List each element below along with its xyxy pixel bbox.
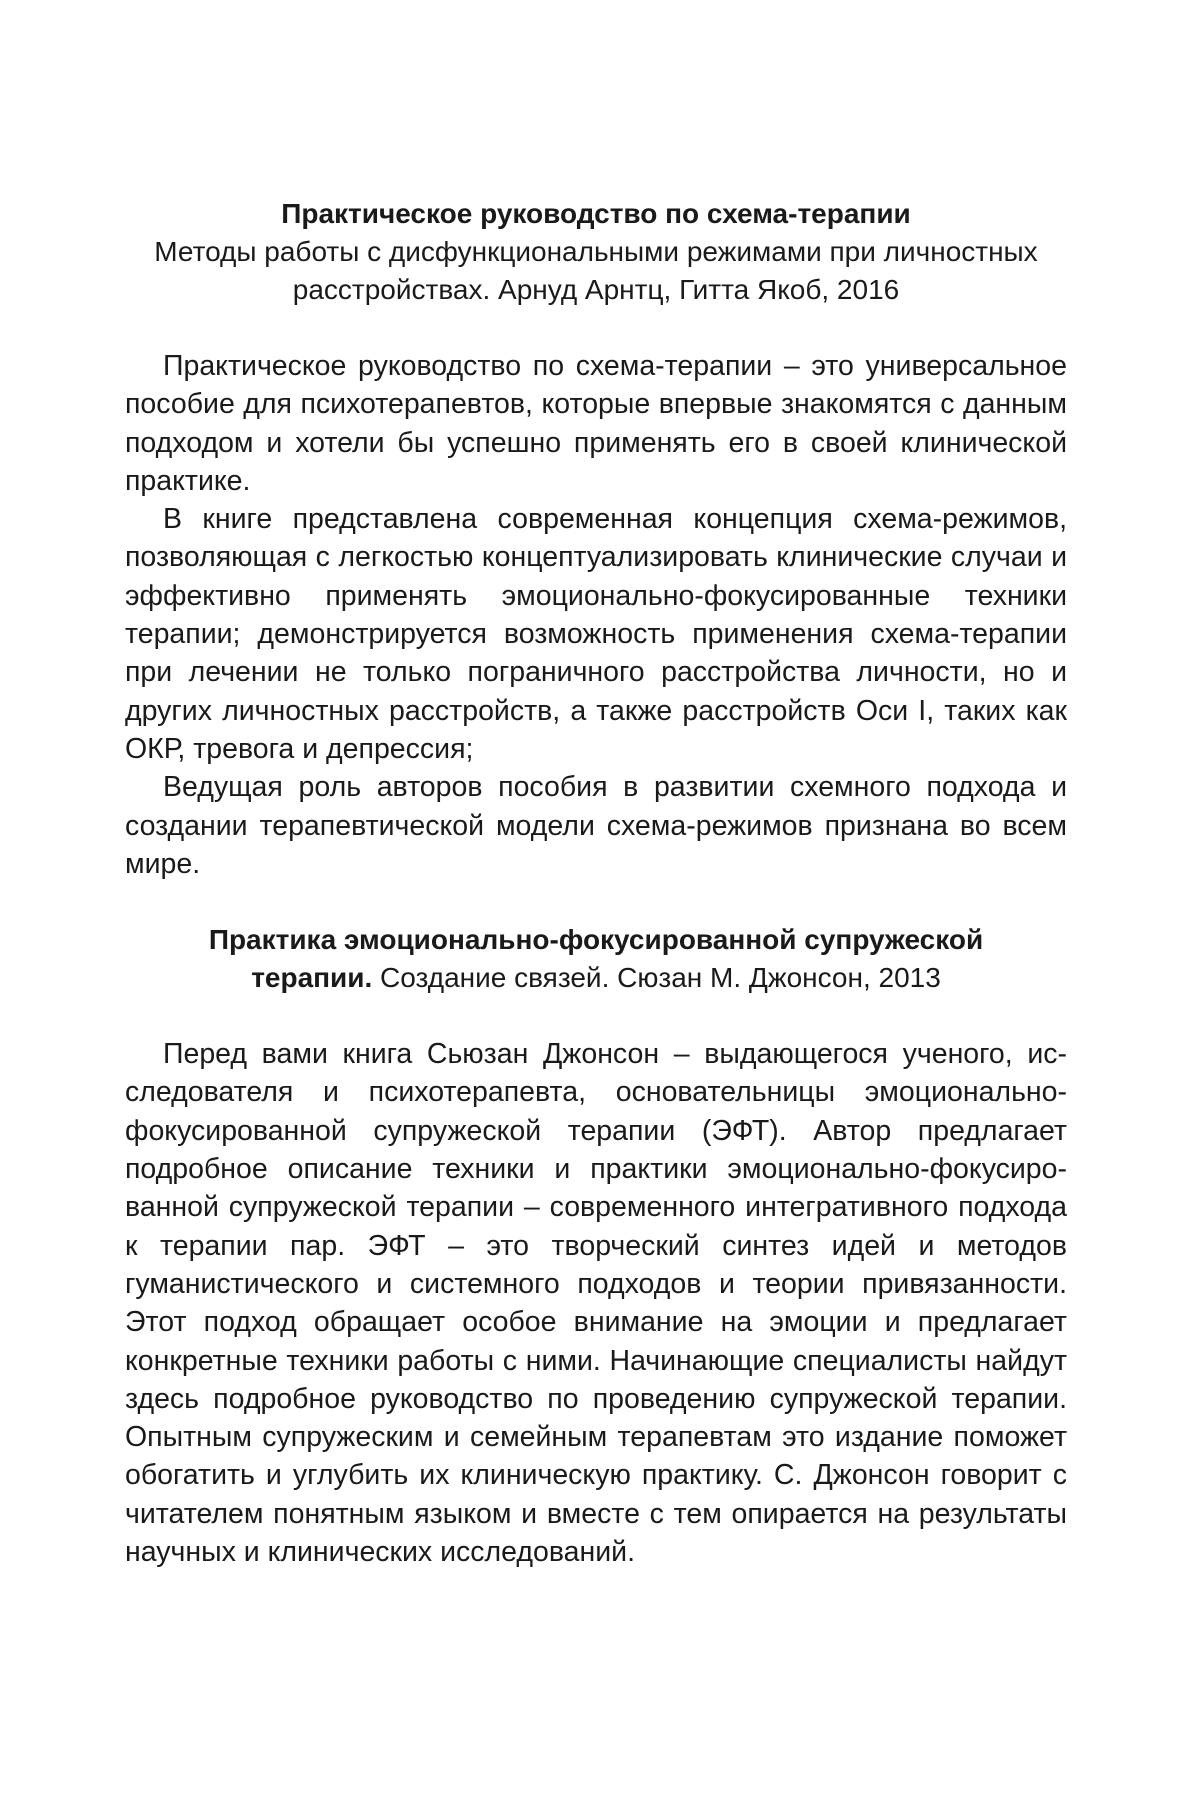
book-entry-eft	[125, 921, 1067, 1571]
book-description	[125, 1035, 1067, 1571]
page-content	[125, 195, 1067, 1571]
book-subtitle: Создание связей. Сюзан М. Джонсон, 2013	[372, 962, 941, 994]
book-subtitle-line-2: расстройствах. Арнуд Арнтц, Гитта Якоб, 2016	[292, 274, 900, 305]
book-title-bold-part: терапии.	[251, 962, 373, 994]
book-heading	[125, 195, 1067, 309]
description-paragraph: В книге представлена современная концепция схема-режимов, позволяющая с легкостью концептуализировать клинические случаи и эффективно применять эмоционально-фокусированные техники терапии; демонстрируется возможность применения схема-терапии при лечении не только пограничного расстройства личности, но и других личностных расстройств, а также расстройств Оси I, таких как ОКР, тревога и депрессия;	[125, 503, 1067, 765]
book-entry-schema-therapy	[125, 195, 1067, 883]
description-paragraph: Ведущая роль авторов пособия в развитии схемного подхода и создании терапевтической модели схема-режимов признана во всем мире.	[125, 771, 1067, 880]
book-title: Практическое руководство по схема-терапии	[281, 198, 911, 229]
description-paragraph: Перед вами книга Сьюзан Джонсон – выдающегося ученого, исследователя и психотерапевта, основательницы эмоционально-фокусированной супружеской терапии (ЭФТ). Автор предлагает подробное описание техники и практики эмоционально-фокусированной супружеской терапии – современного интегративного подхода к терапии пар. ЭФТ – это творческий синтез идей и методов гуманистического и системного подходов и теории привязанности. Этот подход обращает особое внимание на эмоции и предлагает конкретные техники работы с ними. Начинающие специалисты найдут здесь подробное руководство по проведению супружеской терапии. Опытным супружеским и семейным терапевтам это издание поможет обогатить и углубить их клиническую практику. С. Джонсон говорит с читателем понятным языком и вместе с тем опирается на результаты научных и клинических исследований.	[125, 1038, 1067, 1569]
book-title-line-2	[125, 959, 1067, 997]
book-title-line-1: Практика эмоционально-фокусированной супружеской	[208, 924, 984, 956]
description-paragraph: Практическое руководство по схема-терапии – это универсальное пособие для психотерапевтов, которые впервые знакомятся с данным подходом и хотели бы успешно применять его в своей клинической практике.	[125, 350, 1067, 497]
book-description	[125, 347, 1067, 883]
book-heading	[125, 921, 1067, 997]
book-subtitle-line-1: Методы работы с дисфункциональными режимами при личностных	[154, 236, 1038, 267]
